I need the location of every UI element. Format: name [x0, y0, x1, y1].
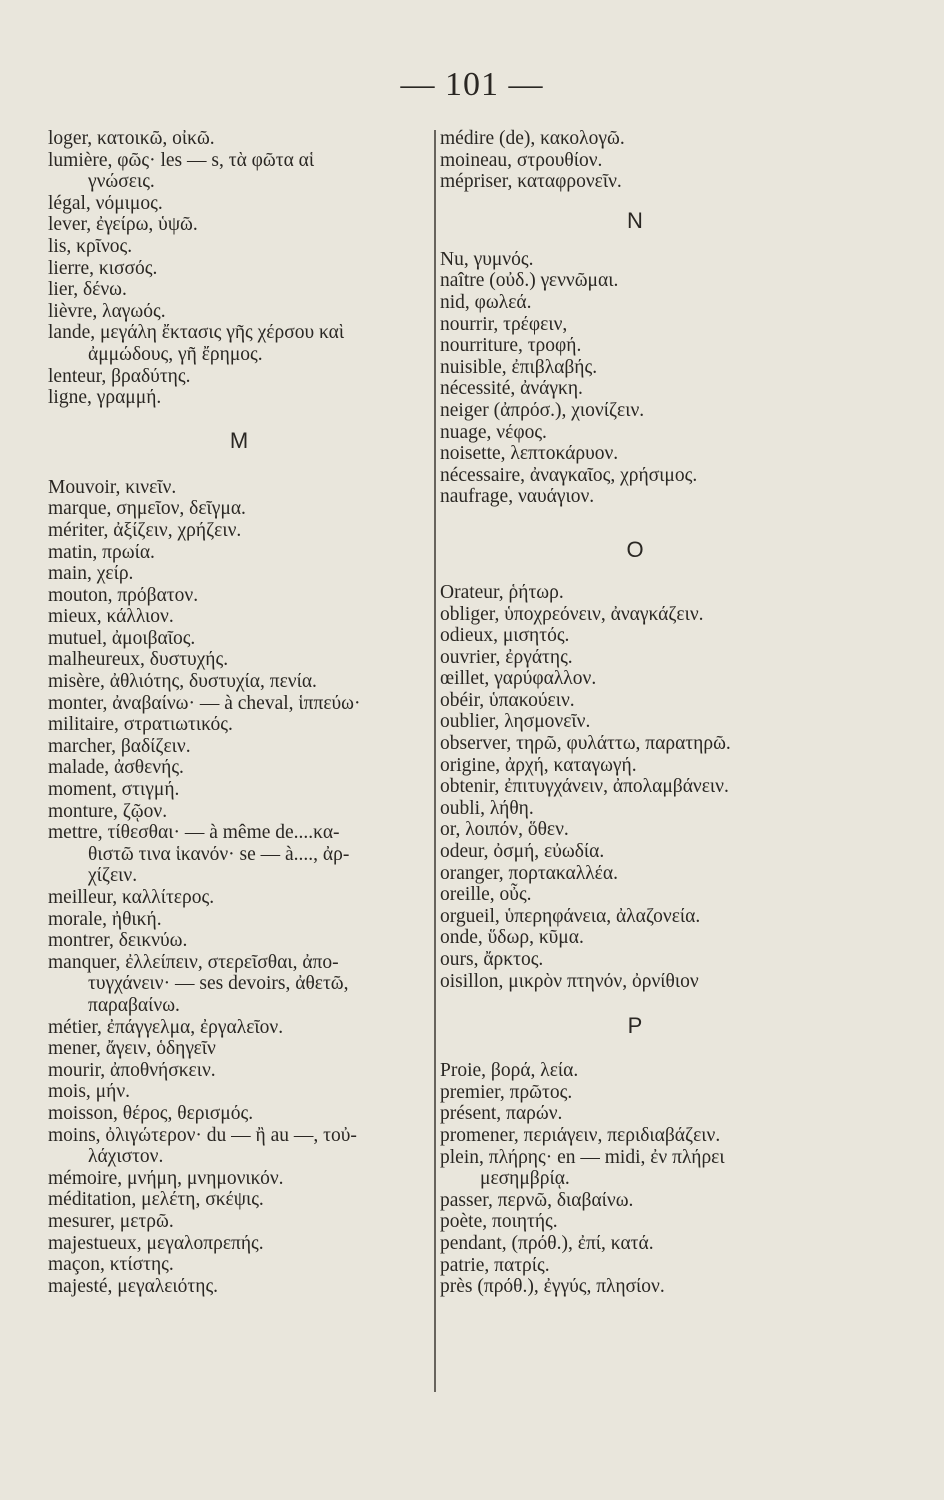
entry: malheureux, δυστυχής. [48, 649, 229, 671]
entry: marcher, βαδίζειν. [48, 735, 191, 757]
entry: neiger (ἀπρόσ.), χιονίζειν. [440, 399, 645, 421]
entry: lier, δένω. [48, 279, 127, 301]
entry: nuage, νέφος. [440, 421, 547, 443]
entry: lenteur, βραδύτης. [48, 365, 191, 387]
entry: maçon, κτίστης. [48, 1254, 174, 1276]
entry: nécessaire, ἀναγκαῖος, χρήσιμος. [440, 464, 698, 486]
entry: monture, ζῷον. [48, 800, 168, 822]
section-letter-o: O [626, 536, 644, 562]
entry: métier, ἐπάγγελμα, ἐργαλεῖον. [48, 1016, 284, 1038]
entry: lièvre, λαγωός. [48, 300, 166, 322]
entry: oubli, λήθη. [440, 797, 534, 819]
entry: or, λοιπόν, ὅθεν. [440, 819, 569, 841]
entry: ours, ἄρκτος. [440, 949, 544, 970]
entry: premier, πρῶτος. [440, 1081, 573, 1103]
entry: manquer, ἐλλείπειν, στερεῖσθαι, ἀπο- [48, 951, 339, 973]
entry: origine, ἀρχή, καταγωγή. [440, 754, 637, 776]
entry: obliger, ὑποχρεόνειν, ἀναγκάζειν. [440, 603, 704, 625]
entry: marque, σημεῖον, δεῖγμα. [48, 498, 246, 520]
left-column [48, 128, 430, 1297]
entry: oublier, λησμονεῖν. [440, 711, 591, 733]
entry-continuation: ἀμμώδους, γῆ ἔρημος. [88, 343, 263, 365]
entry: naufrage, ναυάγιον. [440, 486, 595, 508]
entry-continuation: θιστῶ τινα ἱκανόν· se — à...., ἀρ- [88, 843, 350, 865]
entry: méditation, μελέτη, σκέψις. [48, 1189, 264, 1211]
entry: malade, ἀσθενής. [48, 757, 184, 779]
entry: mutuel, ἀμοιβαῖος. [48, 627, 196, 649]
entry: monter, ἀναβαίνω· — à cheval, ἱππεύω· [48, 692, 361, 714]
entry: matin, πρωία. [48, 541, 155, 563]
entry-continuation: χίζειν. [88, 865, 138, 887]
entry: onde, ὕδωρ, κῦμα. [440, 927, 584, 949]
entry: lever, ἐγείρω, ὑψῶ. [48, 214, 198, 236]
entry-continuation: τυγχάνειν· — ses devoirs, ἀθετῶ, [88, 973, 349, 995]
entry: mener, ἄγειν, ὁδηγεῖν [48, 1038, 216, 1060]
column-divider [434, 130, 436, 1392]
entry: noisette, λεπτοκάρυον. [440, 443, 619, 465]
entry: mois, μήν. [48, 1081, 131, 1103]
entry: obéir, ὑπακούειν. [440, 689, 575, 711]
entry: lumière, φῶς· les — s, τὰ φῶτα αἱ [48, 149, 315, 171]
entry: poète, ποιητής. [440, 1211, 558, 1233]
entry: Orateur, ῥήτωρ. [440, 581, 564, 603]
entry: nid, φωλεά. [440, 291, 532, 313]
entry: ouvrier, ἐργάτης. [440, 646, 573, 668]
entry: médire (de), κακολογῶ. [440, 128, 625, 149]
entry: moisson, θέρος, θερισμός. [48, 1102, 254, 1124]
section-letter-p: P [627, 1013, 643, 1039]
entry: mettre, τίθεσθαι· — à même de....κα- [48, 822, 340, 844]
entry: lande, μεγάλη ἔκτασις γῆς χέρσου καὶ [48, 322, 345, 344]
entry: plein, πλήρης· en — midi, ἐν πλήρει [440, 1146, 725, 1168]
entry: majesté, μεγαλειότης. [48, 1275, 219, 1297]
entry: passer, περνῶ, διαβαίνω. [440, 1189, 634, 1211]
entry: odieux, μισητός. [440, 625, 570, 647]
entry: Proie, βορά, λεία. [440, 1060, 579, 1082]
right-column [440, 128, 830, 1298]
entry: oranger, πορτακαλλέα. [440, 862, 618, 884]
entry: odeur, ὀσμή, εὐωδία. [440, 841, 605, 863]
entry-continuation: μεσημβρίᾳ. [480, 1168, 570, 1190]
entry: mouton, πρόβατον. [48, 584, 199, 606]
entry: militaire, στρατιωτικός. [48, 714, 233, 736]
entry: naître (οὐδ.) γεννῶμαι. [440, 270, 619, 292]
entry: montrer, δεικνύω. [48, 930, 188, 952]
section-letter-n: N [627, 207, 643, 233]
entry: moins, ὀλιγώτερον· du — ἢ au —, τοὐ- [48, 1124, 357, 1146]
entry: misère, ἀθλιότης, δυστυχία, πενία. [48, 671, 317, 693]
entry: nourriture, τροφή. [440, 335, 582, 357]
entry: nécessité, ἀνάγκη. [440, 378, 583, 400]
entry: oisillon, μικρὸν πτηνόν, ὀρνίθιον [440, 970, 699, 992]
entry: pendant, (πρόθ.), ἐπί, κατά. [440, 1232, 654, 1254]
page-number: — 101 — [400, 66, 544, 103]
entry: moineau, στρουθίον. [440, 149, 603, 171]
entry: Nu, γυμνός. [440, 248, 534, 270]
entry: meilleur, καλλίτερος. [48, 887, 215, 908]
entry: mieux, κάλλιον. [48, 606, 174, 628]
entry: lierre, κισσός. [48, 257, 158, 279]
entry: mépriser, καταφρονεῖν. [440, 171, 622, 193]
entry: majestueux, μεγαλοπρεπής. [48, 1232, 264, 1254]
entry: mériter, ἀξίζειν, χρήζειν. [48, 519, 242, 541]
entry: promener, περιάγειν, περιδιαβάζειν. [440, 1124, 721, 1146]
entry-continuation: γνώσεις. [88, 171, 155, 193]
entry: mesurer, μετρῶ. [48, 1210, 174, 1232]
entry: près (πρόθ.), ἐγγύς, πλησίον. [440, 1276, 665, 1298]
entry: ligne, γραμμή. [48, 387, 162, 409]
section-letter-m: M [229, 427, 249, 453]
entry: nuisible, ἐπιβλαβής. [440, 356, 598, 378]
entry: patrie, πατρίς. [440, 1254, 550, 1276]
entry: œillet, γαρύφαλλον. [440, 668, 597, 690]
entry: morale, ἠθική. [48, 908, 162, 930]
entry: lis, κρῖνος. [48, 235, 133, 257]
entry: observer, τηρῶ, φυλάττω, παρατηρῶ. [440, 733, 731, 755]
entry: présent, παρών. [440, 1103, 563, 1125]
entry-continuation: παραβαίνω. [88, 994, 180, 1016]
entry-continuation: λάχιστον. [88, 1146, 164, 1168]
entry: nourrir, τρέφειν, [440, 313, 568, 335]
entry: Mouvoir, κινεῖν. [48, 476, 177, 498]
entry: légal, νόμιμος. [48, 192, 163, 214]
entry: mourir, ἀποθνήσκειν. [48, 1059, 216, 1081]
entry: obtenir, ἐπιτυγχάνειν, ἀπολαμβάνειν. [440, 776, 729, 798]
entry: orgueil, ὑπερηφάνεια, ἀλαζονεία. [440, 905, 701, 927]
entry: main, χείρ. [48, 563, 134, 585]
entry: oreille, οὖς. [440, 884, 532, 906]
entry: mémoire, μνήμη, μνημονικόν. [48, 1167, 284, 1189]
entry: loger, κατοικῶ, οἰκῶ. [48, 128, 215, 149]
entry: moment, στιγμή. [48, 779, 180, 801]
